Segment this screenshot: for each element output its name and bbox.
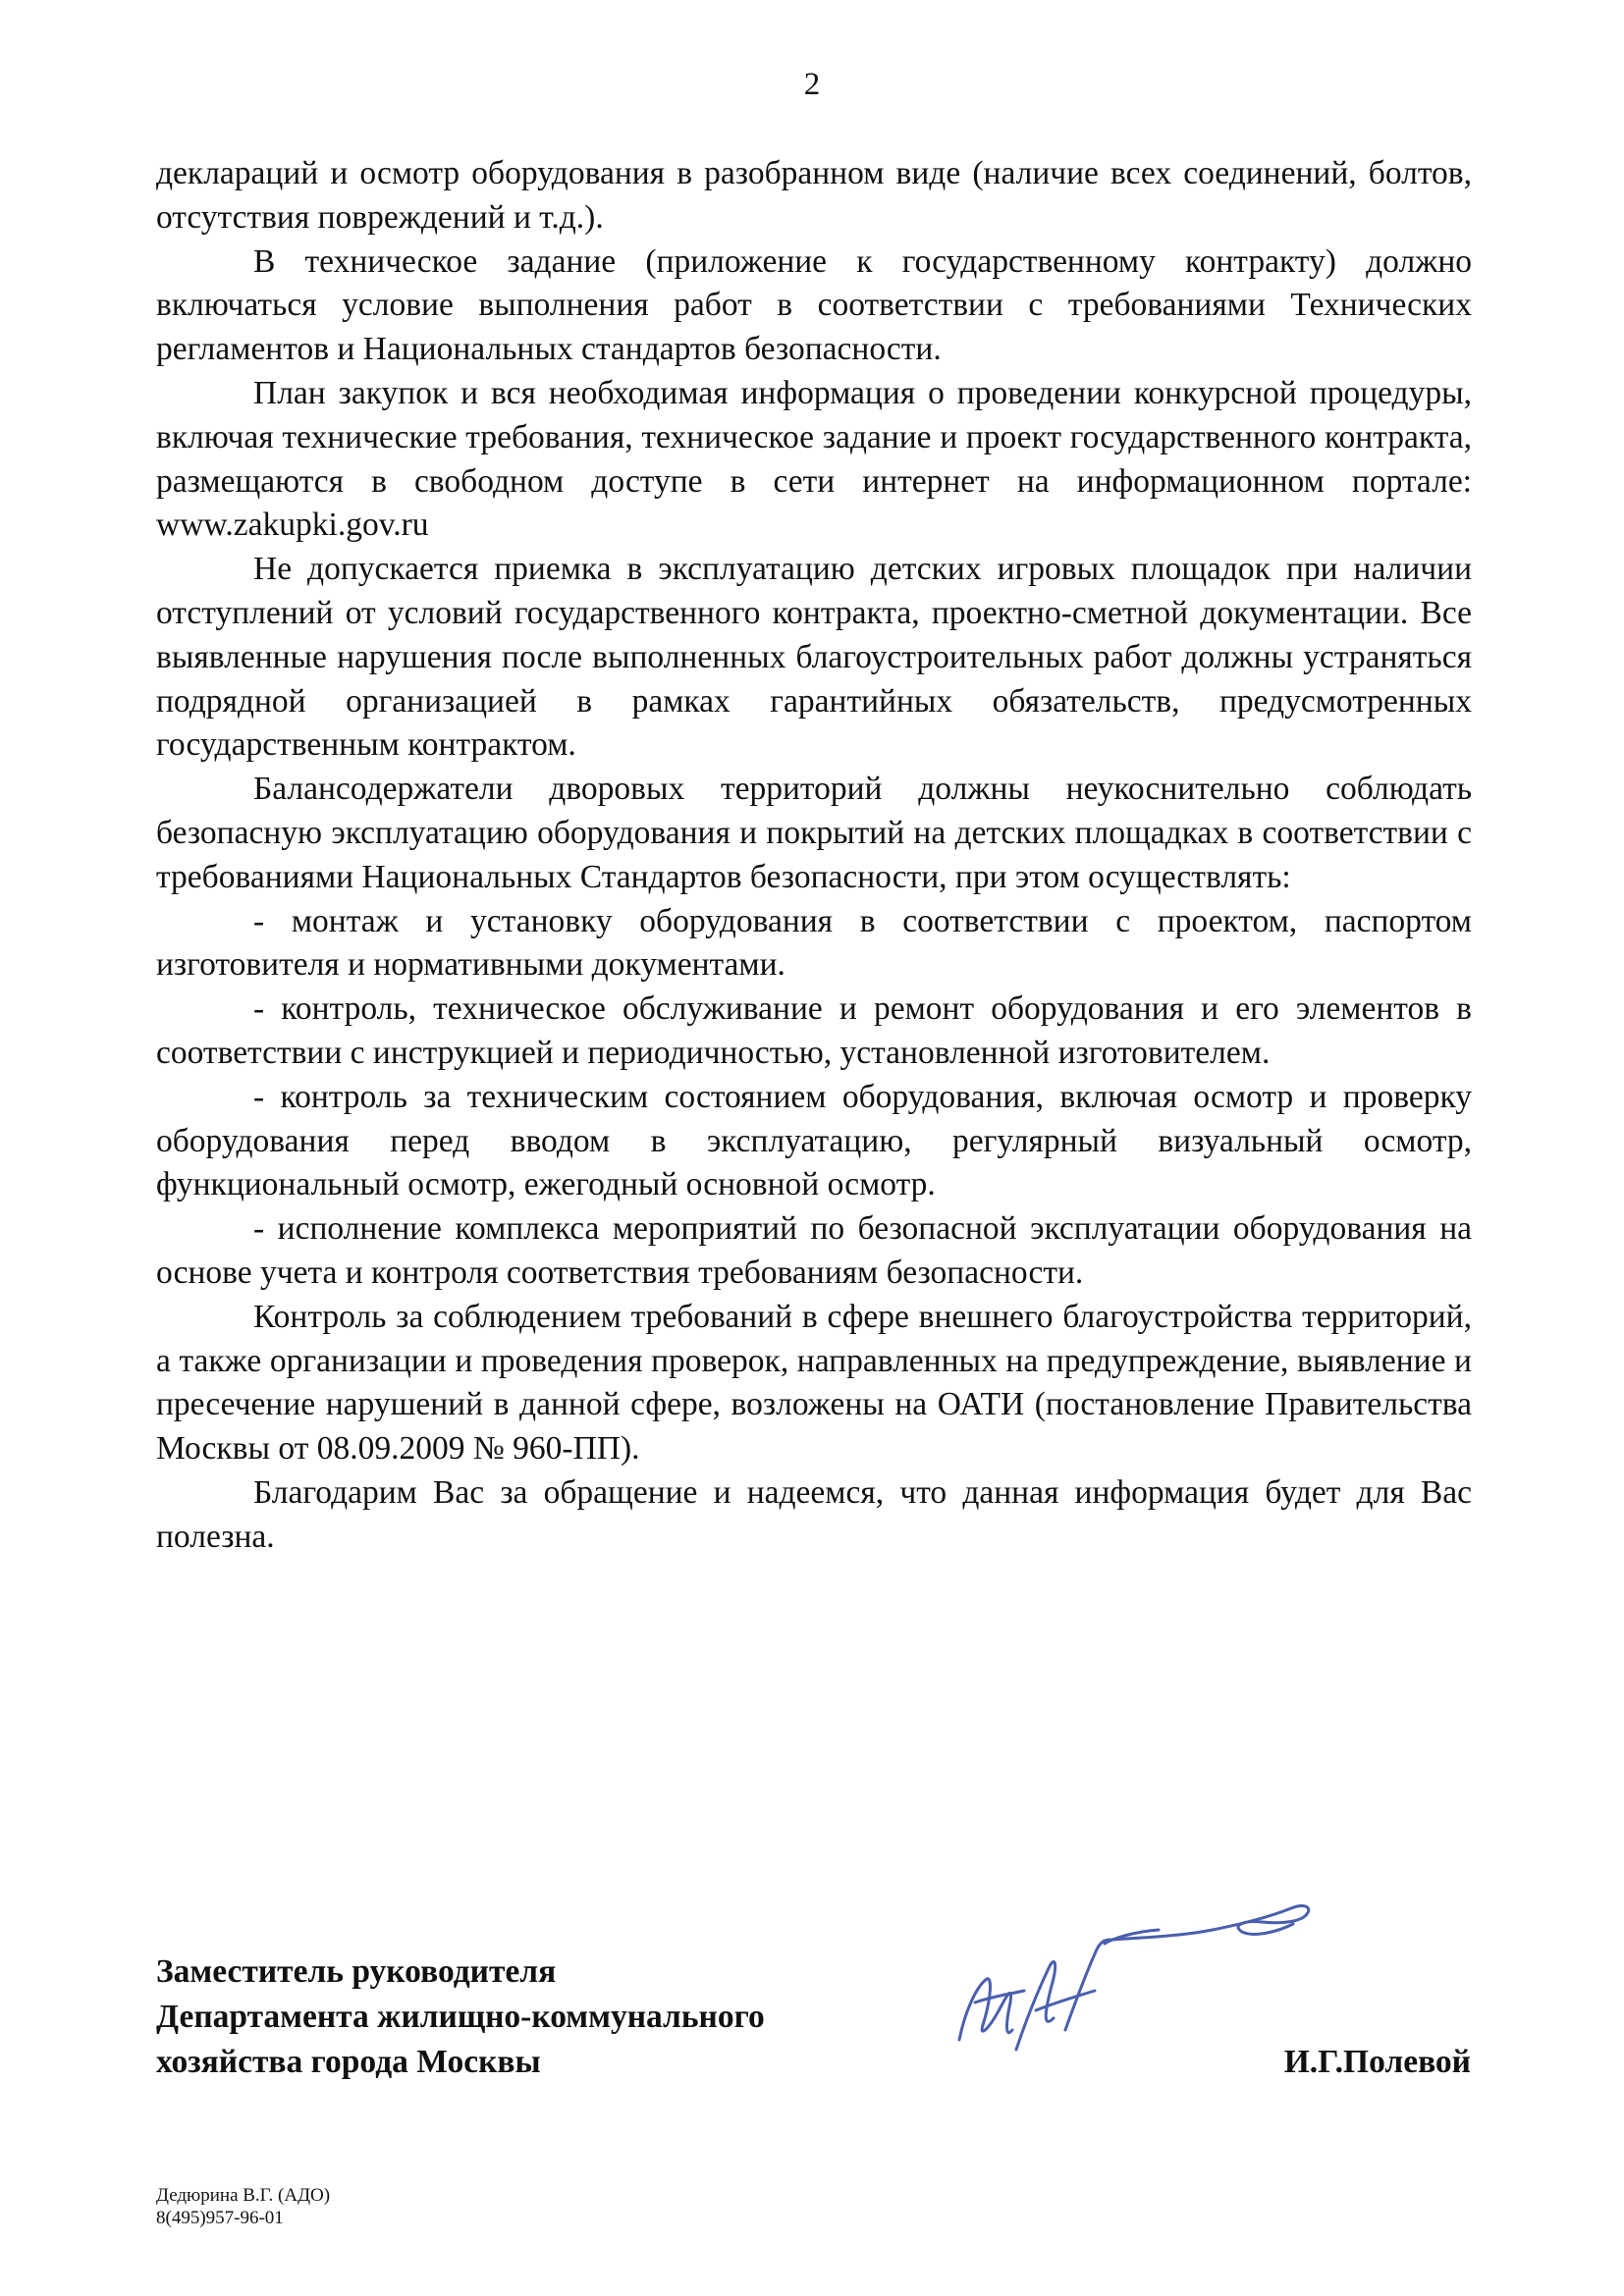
paragraph: - контроль за техническим состоянием оборудования, включая осмотр и проверку оборудования перед вводом в эксплуатацию, регулярный визуальный осмотр, функциональный осмотр, ежегодный основной осмотр. — [156, 1078, 1472, 1203]
signatory-position-line: Департамента жилищно-коммунального — [156, 1999, 765, 2035]
paragraph: - контроль, техническое обслуживание и ремонт оборудования и его элементов в соответствии с инструкцией и периодичностью, установленной изготовителем. — [156, 990, 1472, 1071]
signatory-position-line: хозяйства города Москвы — [156, 2044, 541, 2080]
paragraph: План закупок и вся необходимая информация о проведении конкурсной процедуры, включая технические требования, техническое задание и проект государственного контракта, размещаются в свободном доступе в сети интернет на информационном портале: www.zakupki.gov.ru — [156, 374, 1472, 544]
paragraph: Контроль за соблюдением требований в сфере внешнего благоустройства территорий, а также организации и проведения проверок, направленных на предупреждение, выявление и пресечение нарушений в данной сфере, возложены на ОАТИ (постановление Правительства Москвы от 08.09.2009 № 960-ПП). — [156, 1298, 1472, 1468]
page-number: 2 — [803, 67, 821, 102]
paragraph: Балансодержатели дворовых территорий должны неукоснительно соблюдать безопасную эксплуатацию оборудования и покрытий на детских площадках в соответствии с требованиями Национальных Стандартов безопасности, при этом осуществлять: — [156, 771, 1472, 895]
paragraph: деклараций и осмотр оборудования в разобранном виде (наличие всех соединений, болтов, отсутствия повреждений и т.д.). — [156, 155, 1472, 236]
signatory-position — [156, 1949, 765, 2085]
executor-name: Дедюрина В.Г. (АДО) — [156, 2185, 331, 2206]
letter-body — [156, 152, 1472, 1560]
paragraph: В техническое задание (приложение к государственному контракту) должно включаться условие выполнения работ в соответствии с требованиями Технических регламентов и Национальных стандартов безопасности. — [156, 242, 1472, 368]
signatory-position-line: Заместитель руководителя — [156, 1953, 557, 1990]
paragraph: - исполнение комплекса мероприятий по безопасной эксплуатации оборудования на основе учета и контроля соответствия требованиям безопасности. — [156, 1210, 1472, 1291]
signatory-name: И.Г.Полевой — [1283, 2044, 1471, 2080]
executor-phone: 8(495)957-96-01 — [156, 2208, 284, 2228]
paragraph: Благодарим Вас за обращение и надеемся, что данная информация будет для Вас полезна. — [156, 1473, 1472, 1555]
handwritten-signature — [947, 1893, 1340, 2069]
paragraph: Не допускается приемка в эксплуатацию детских игровых площадок при наличии отступлений от условий государственного контракта, проектно-сметной документации. Все выявленные нарушения после выполненных благоустроительных работ должны устраняться подрядной организацией в рамках гарантийных обязательств, предусмотренных государственным контрактом. — [156, 551, 1472, 764]
paragraph: - монтаж и установку оборудования в соответствии с проектом, паспортом изготовителя и нормативными документами. — [156, 902, 1472, 984]
executor-info — [156, 2184, 330, 2229]
